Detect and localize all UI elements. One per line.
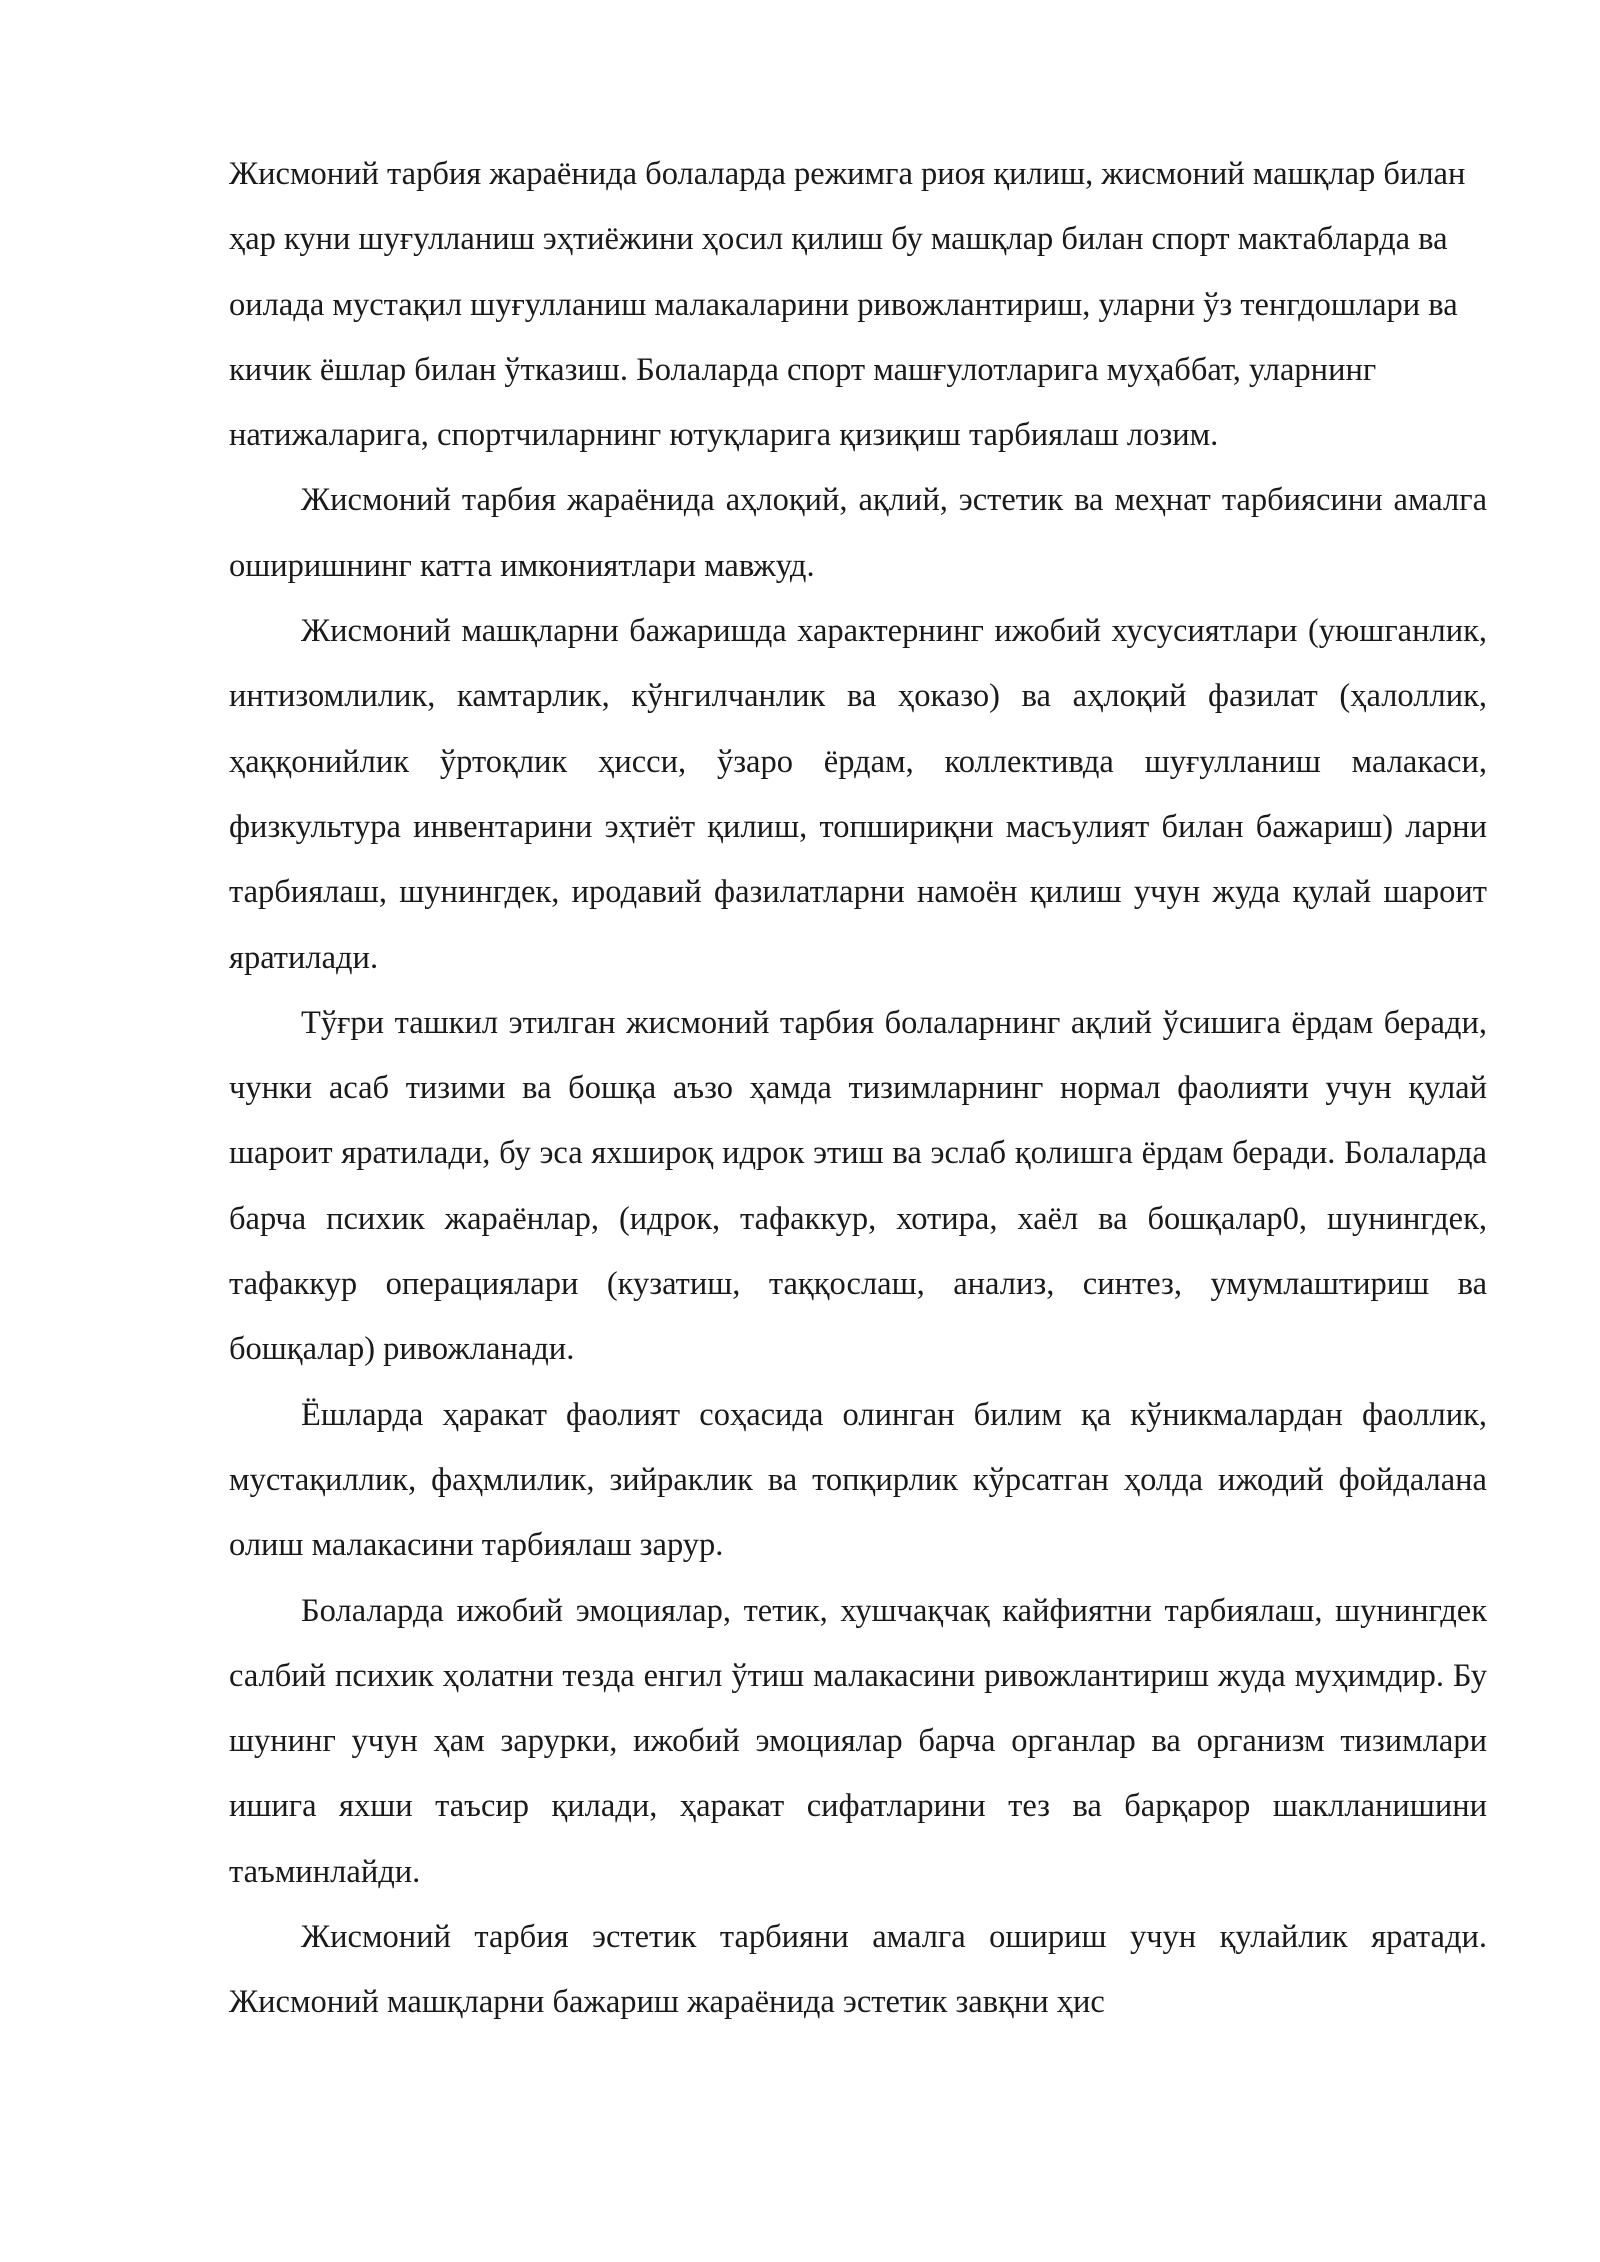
document-body bbox=[229, 142, 1487, 2036]
paragraph-5: Ёшларда ҳаракат фаолият соҳасида олинган билим қа кўникмалардан фаоллик, мустақиллик, фаҳмлилик, зийраклик ва топқирлик кўрсатган ҳолда ижодий фойдалана олиш малакасини тарбиялаш зарур. bbox=[229, 1396, 1487, 1564]
paragraph-4: Тўғри ташкил этилган жисмоний тарбия болаларнинг ақлий ўсишига ёрдам беради, чунки асаб тизими ва бошқа аъзо ҳамда тизимларнинг нормал фаолияти учун қулай шароит яратилади, бу эса яхшироқ идрок этиш ва эслаб қолишга ёрдам беради. Болаларда барча психик жараёнлар, (идрок, тафаккур, хотира, хаёл ва бошқалар0, шунингдек, тафаккур операциялари (кузатиш, таққослаш, анализ, синтез, умумлаштириш ва бошқалар) ривожланади. bbox=[229, 1004, 1487, 1368]
paragraph-6: Болаларда ижобий эмоциялар, тетик, хушчақчақ кайфиятни тарбиялаш, шунингдек салбий психик ҳолатни тезда енгил ўтиш малакасини ривожлантириш жуда муҳимдир. Бу шунинг учун ҳам зарурки, ижобий эмоциялар барча органлар ва организм тизимлари ишига яхши таъсир қилади, ҳаракат сифатларини тез ва барқарор шаклланишини таъминлайди. bbox=[229, 1592, 1487, 1890]
paragraph-7: Жисмоний тарбия эстетик тарбияни амалга ошириш учун қулайлик яратади. Жисмоний машқларни бажариш жараёнида эстетик завқни ҳис bbox=[229, 1919, 1487, 2021]
paragraph-2: Жисмоний тарбия жараёнида аҳлоқий, ақлий, эстетик ва меҳнат тарбиясини амалга оширишнинг катта имкониятлари мавжуд. bbox=[229, 482, 1487, 584]
paragraph-3: Жисмоний машқларни бажаришда характернинг ижобий хусусиятлари (уюшганлик, интизомлилик, камтарлик, кўнгилчанлик ва ҳоказо) ва аҳлоқий фазилат (ҳалоллик, ҳаққонийлик ўртоқлик ҳисси, ўзаро ёрдам, коллективда шуғулланиш малакаси, физкультура инвентарини эҳтиёт қилиш, топшириқни масъулият билан бажариш) ларни тарбиялаш, шунингдек, иродавий фазилатларни намоён қилиш учун жуда қулай шароит яратилади. bbox=[229, 613, 1487, 976]
paragraph-1: Жисмоний тарбия жараёнида болаларда режимга риоя қилиш, жисмоний машқлар билан ҳар куни шуғулланиш эҳтиёжини ҳосил қилиш бу машқлар билан спорт мактабларда ва оилада мустақил шуғулланиш малакаларини ривожлантириш, уларни ўз тенгдошлари ва кичик ёшлар билан ўтказиш. Болаларда спорт машғулотларига муҳаббат, уларнинг натижаларига, спортчиларнинг ютуқларига қизиқиш тарбиялаш лозим. bbox=[229, 156, 1466, 454]
